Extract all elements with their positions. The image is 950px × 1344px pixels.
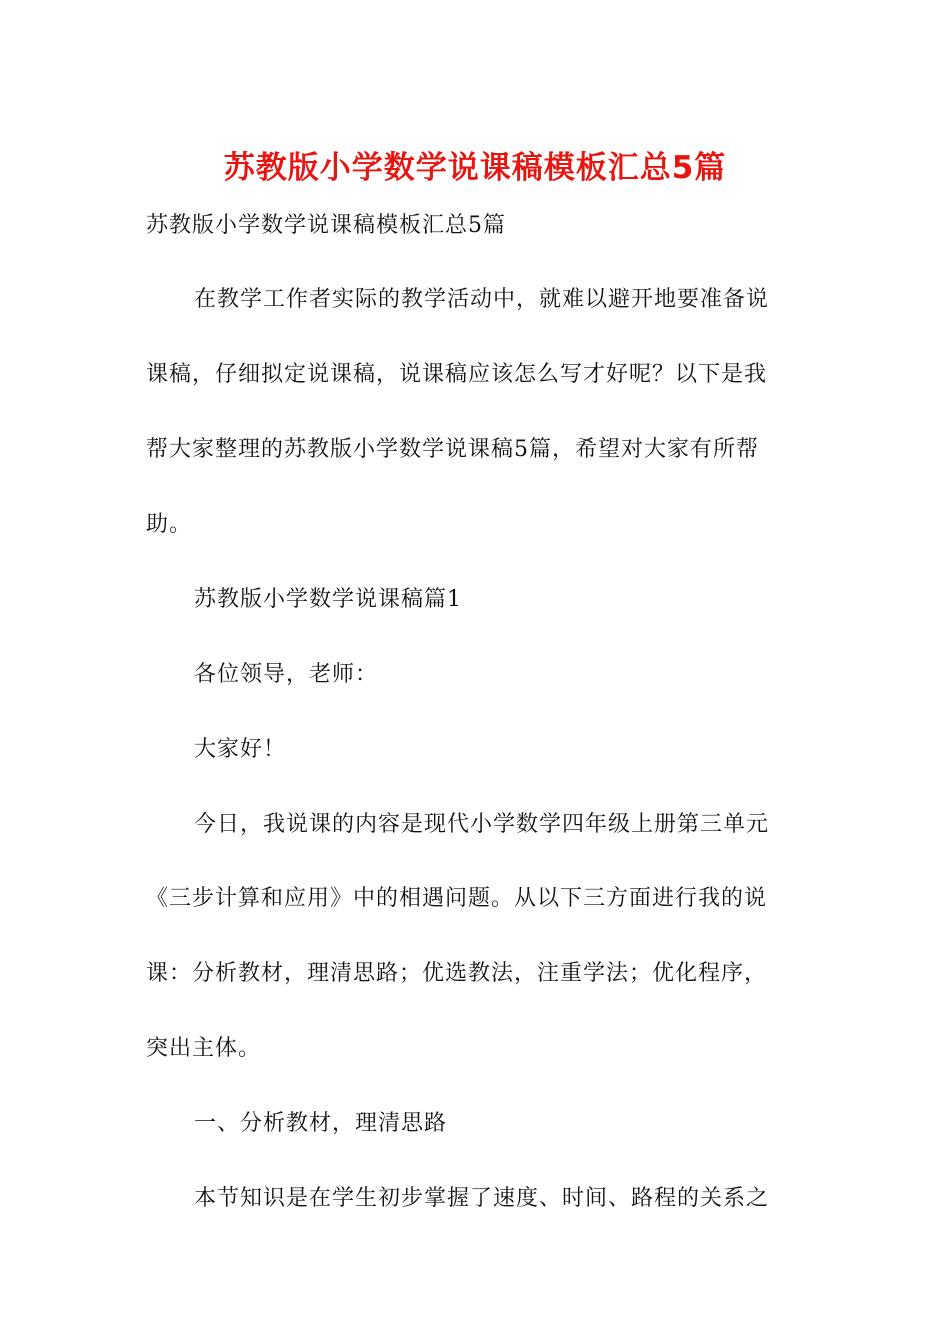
paragraph-line: 助。 xyxy=(146,512,193,537)
paragraph-line: 《三步计算和应用》中的相遇问题。从以下三方面进行我的说 xyxy=(146,886,768,911)
section-heading: 苏教版小学数学说课稿篇1 xyxy=(194,587,462,612)
section-heading: 一、分析教材，理清思路 xyxy=(194,1111,448,1136)
paragraph-line: 课：分析教材，理清思路；优选教法，注重学法；优化程序， xyxy=(146,961,768,986)
document-title: 苏教版小学数学说课稿模板汇总5篇 xyxy=(223,150,727,186)
greeting-line: 大家好！ xyxy=(194,737,287,762)
paragraph-line: 今日，我说课的内容是现代小学数学四年级上册第三单元 xyxy=(194,812,770,837)
paragraph-line: 突出主体。 xyxy=(146,1036,262,1061)
salutation-line: 各位领导，老师： xyxy=(194,662,379,687)
subtitle-line: 苏教版小学数学说课稿模板汇总5篇 xyxy=(146,213,506,238)
paragraph-line: 课稿，仔细拟定说课稿，说课稿应该怎么写才好呢？以下是我 xyxy=(146,362,768,387)
paragraph-line: 帮大家整理的苏教版小学数学说课稿5篇，希望对大家有所帮 xyxy=(146,437,759,462)
paragraph-line: 本节知识是在学生初步掌握了速度、时间、路程的关系之 xyxy=(194,1186,770,1211)
paragraph-line: 在教学工作者实际的教学活动中，就难以避开地要准备说 xyxy=(194,287,770,312)
